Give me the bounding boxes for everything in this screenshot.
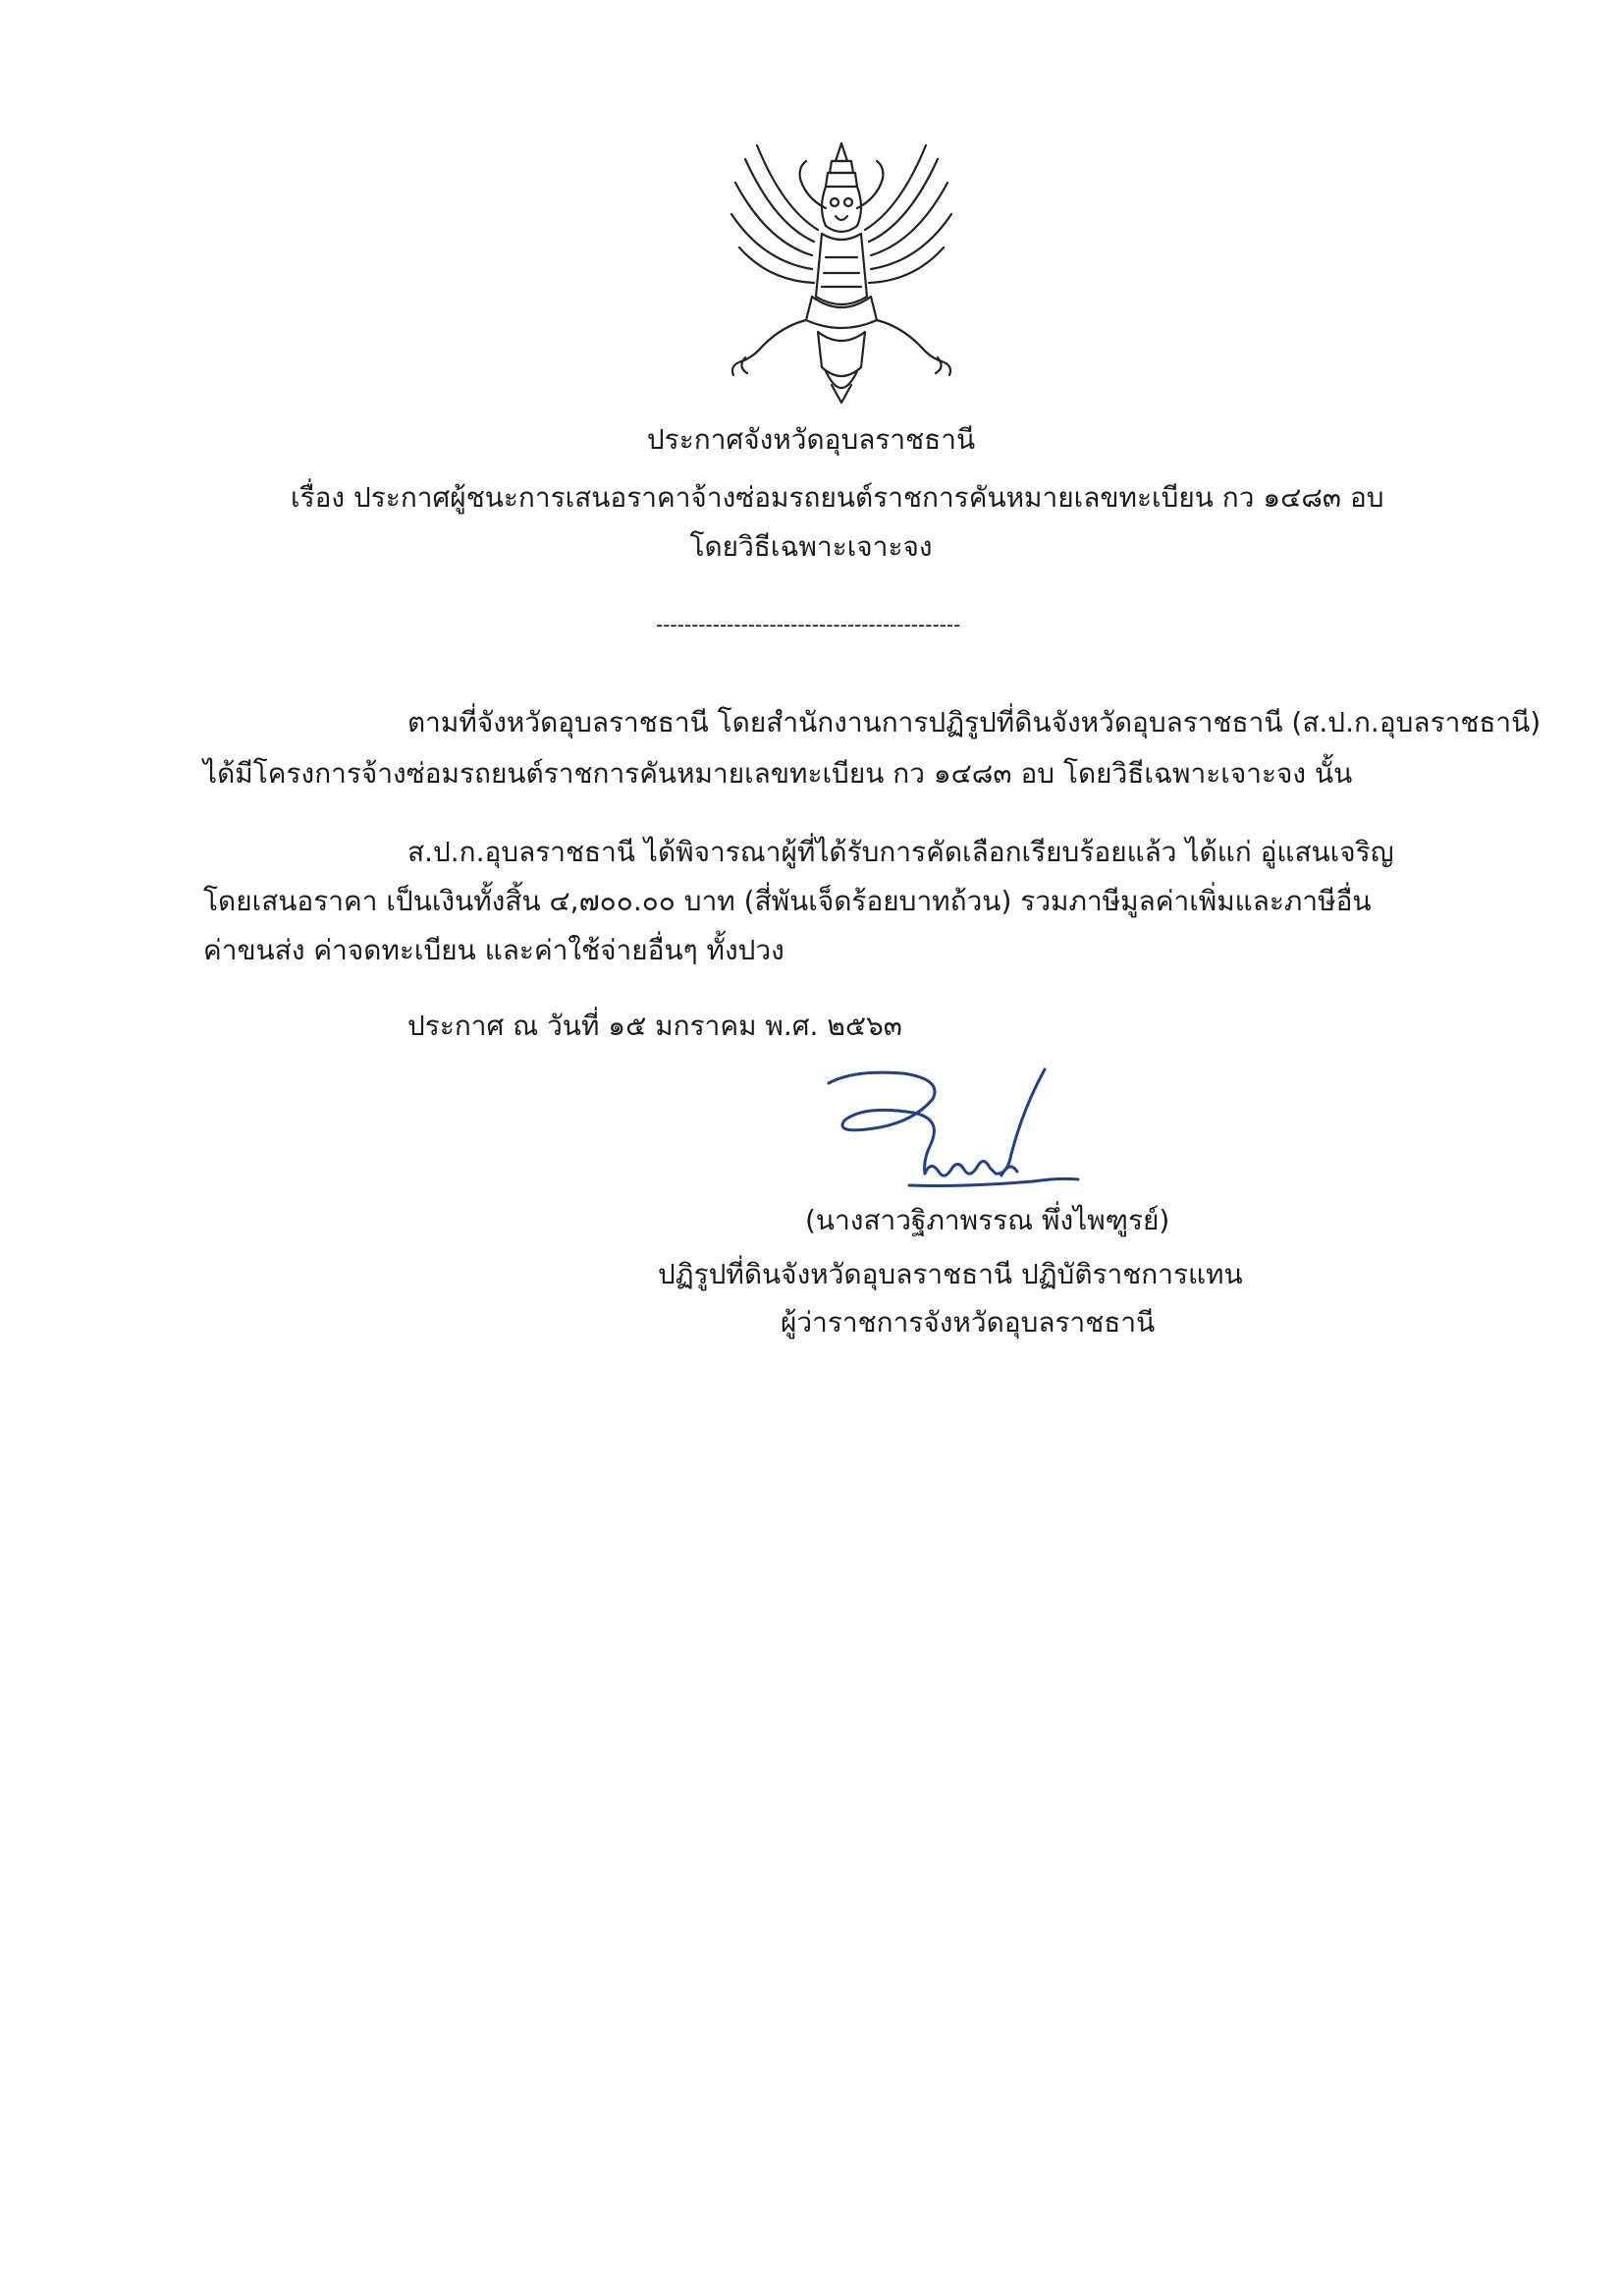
paragraph-1-line-2: ได้มีโครงการจ้างซ่อมรถยนต์ราชการคันหมายเลขทะเบียน กว ๑๔๘๓ อบ โดยวิธีเฉพาะเจาะจง นั้น <box>203 757 1353 790</box>
separator-line: ------------------------------------------- <box>656 613 961 636</box>
paragraph-2-line-2: โดยเสนอราคา เป็นเงินทั้งสิ้น ๔,๗๐๐.๐๐ บาท (สี่พันเจ็ดร้อยบาทถ้วน) รวมภาษีมูลค่าเพิ่มและภาษีอื่น <box>203 885 1372 917</box>
paragraph-2-line-3: ค่าขนส่ง ค่าจดทะเบียน และค่าใช้จ่ายอื่นๆ ทั้งปวง <box>203 934 784 966</box>
signatory-position-line-1: ปฏิรูปที่ดินจังหวัดอุบลราชธานี ปฏิบัติราชการแทน <box>658 1258 1243 1290</box>
announcement-date: ประกาศ ณ วันที่ ๑๕ มกราคม พ.ศ. ๒๕๖๓ <box>407 1010 902 1042</box>
signatory-name: (นางสาวฐิภาพรรณ พึ่งไพฑูรย์) <box>805 1204 1170 1236</box>
subject-line-2: โดยวิธีเฉพาะเจาะจง <box>689 530 933 563</box>
paragraph-2-line-1: ส.ป.ก.อุบลราชธานี ได้พิจารณาผู้ที่ได้รับการคัดเลือกเรียบร้อยแล้ว ได้แก่ อู่แสนเจริญ <box>407 836 1394 868</box>
signatory-position-line-2: ผู้ว่าราชการจังหวัดอุบลราชธานี <box>781 1306 1156 1339</box>
announcement-title: ประกาศจังหวัดอุบลราชธานี <box>646 423 976 456</box>
paragraph-1-line-1: ตามที่จังหวัดอุบลราชธานี โดยสำนักงานการปฏิรูปที่ดินจังหวัดอุบลราชธานี (ส.ป.ก.อุบลราชธานี) <box>407 706 1541 738</box>
garuda-emblem-icon <box>724 139 959 407</box>
subject-line-1: เรื่อง ประกาศผู้ชนะการเสนอราคาจ้างซ่อมรถยนต์ราชการคันหมายเลขทะเบียน กว ๑๔๘๓ อบ <box>291 481 1384 514</box>
handwritten-signature <box>815 1066 1100 1193</box>
